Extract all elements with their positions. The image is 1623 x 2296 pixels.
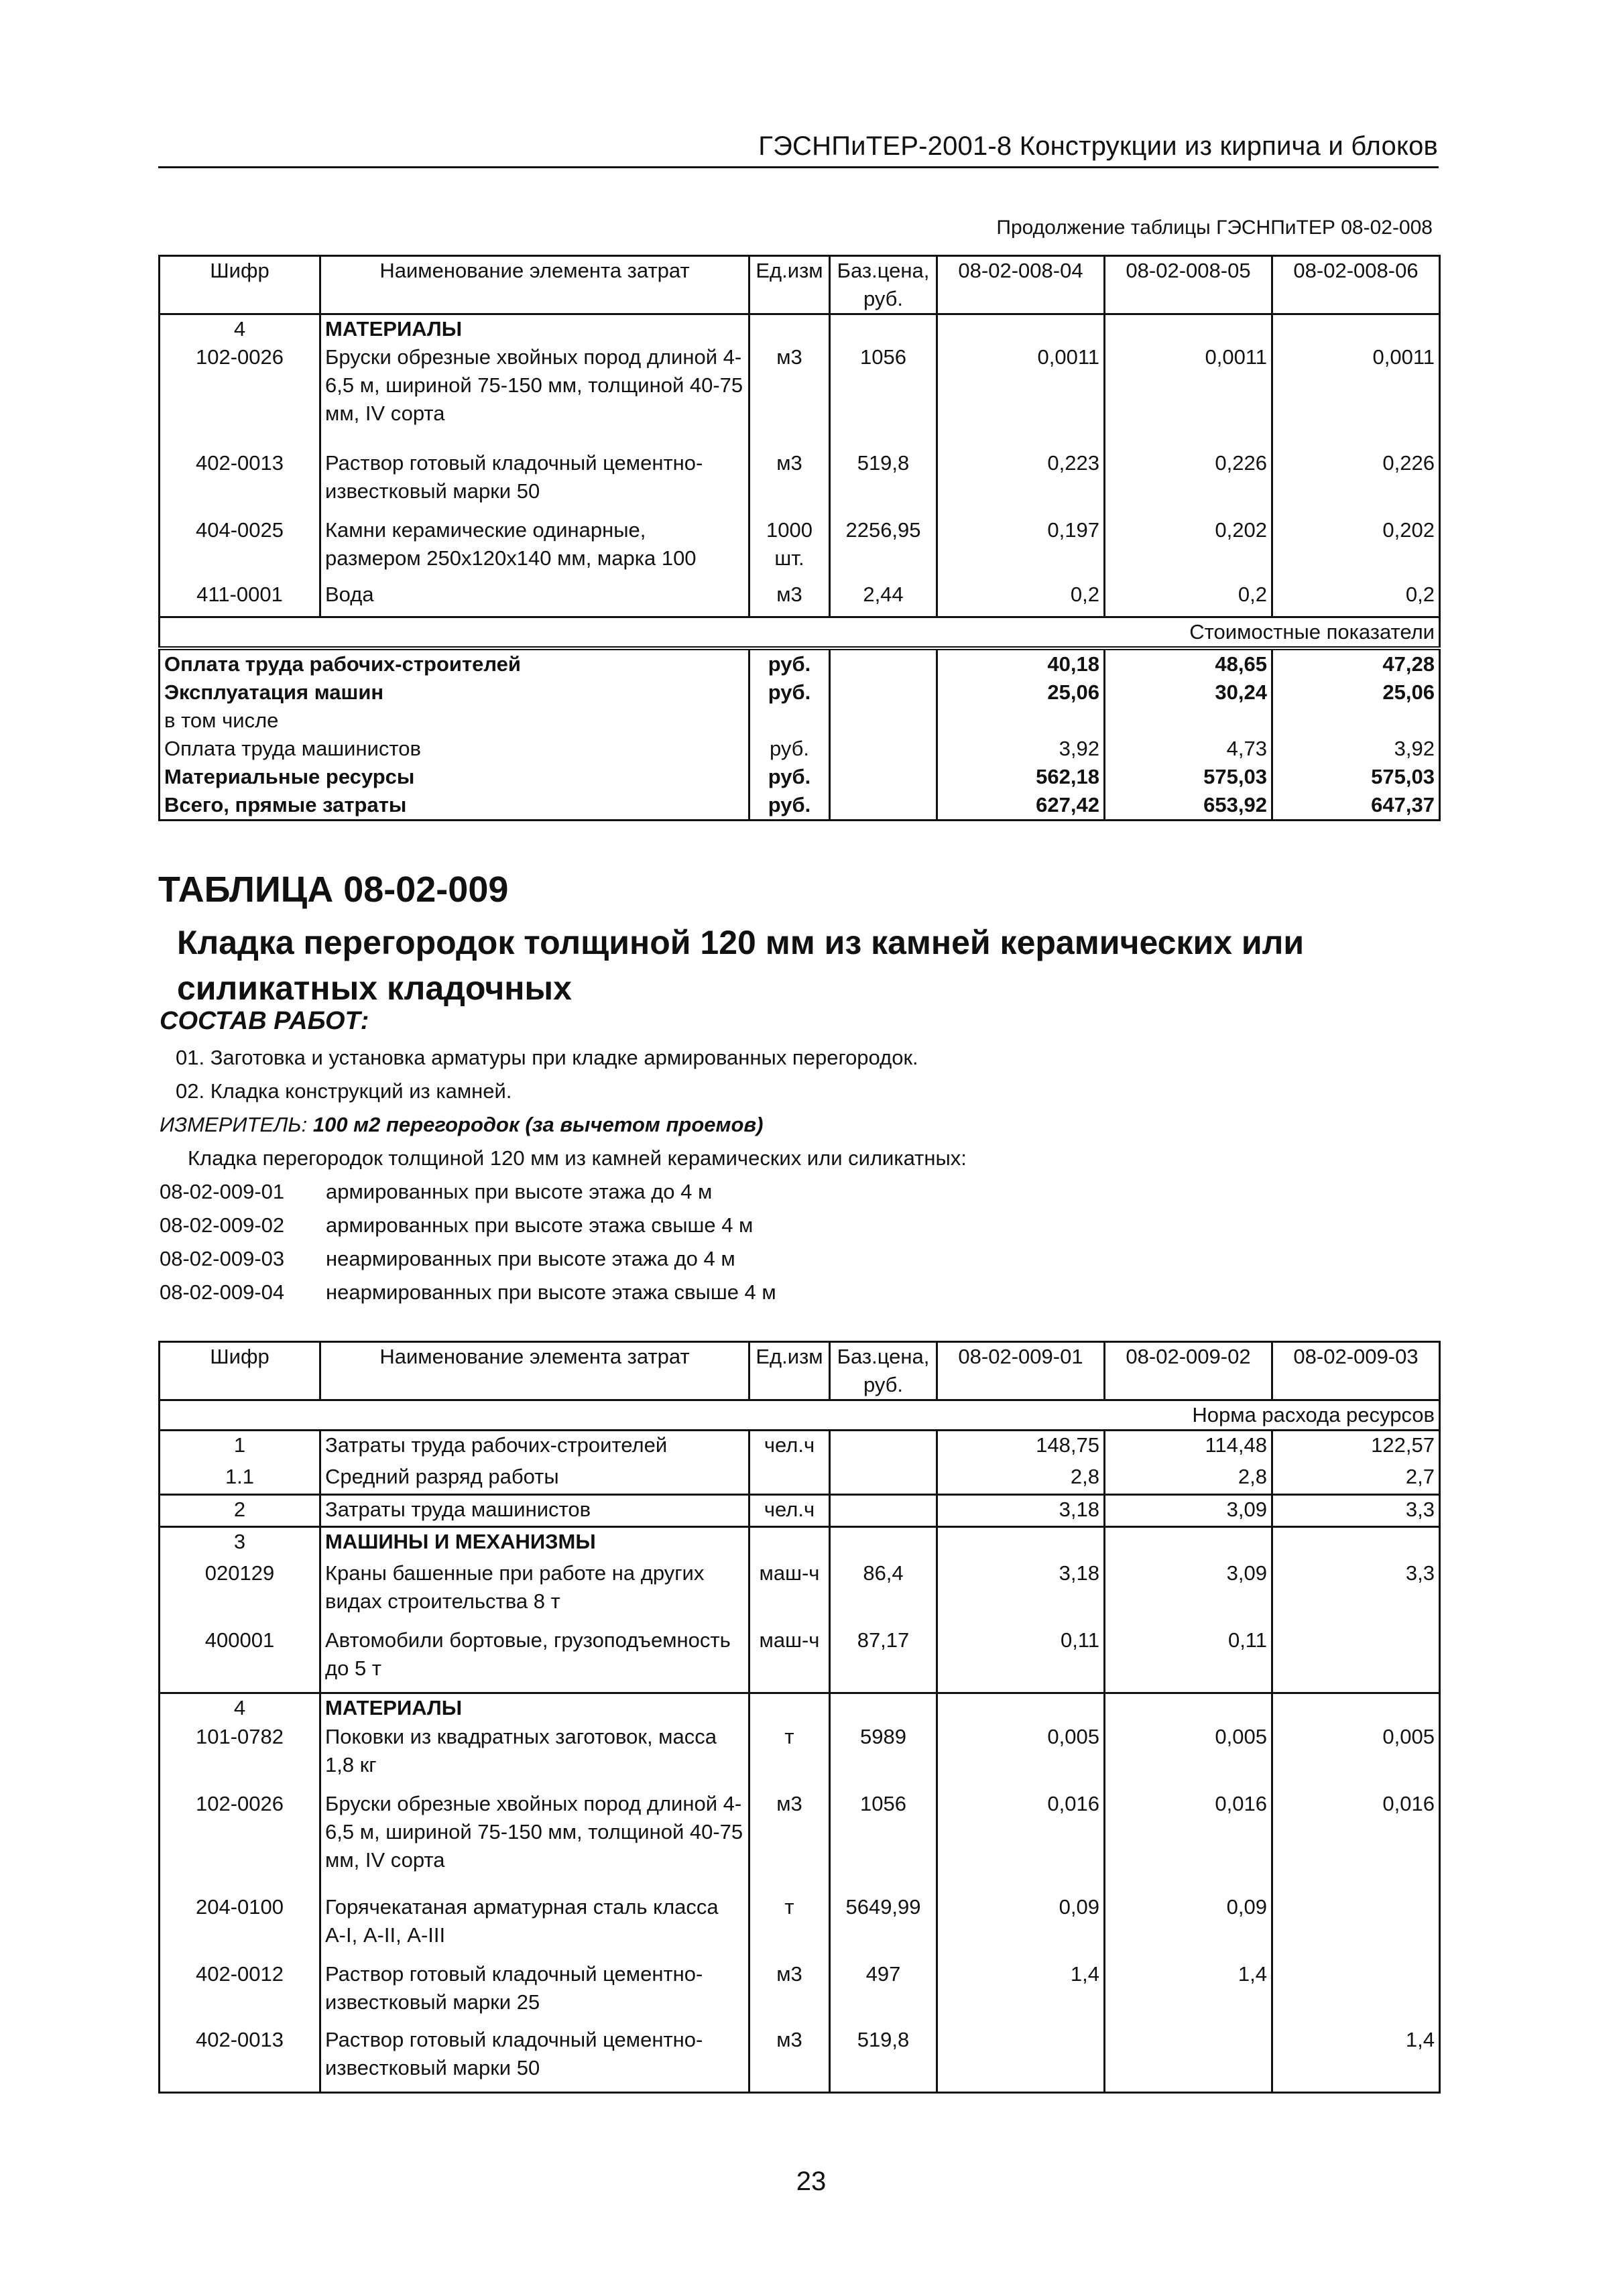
code-id: 08-02-009-03 (160, 1247, 285, 1270)
resource-unit (749, 1463, 830, 1495)
header-cell: Ед.изм (749, 256, 830, 314)
section-row (160, 1527, 1440, 1559)
resource-unit: маш-ч (749, 1626, 830, 1693)
norm-value: 0,226 (1272, 449, 1440, 516)
norm-value: 0,016 (1105, 1790, 1272, 1893)
code-text: неармированных при высоте этажа свыше 4 м (326, 1280, 776, 1304)
resource-code: 020129 (160, 1559, 320, 1626)
resource-price: 519,8 (830, 449, 937, 516)
norm-value: 2,8 (1105, 1463, 1272, 1495)
code-text: армированных при высоте этажа свыше 4 м (326, 1213, 754, 1237)
cost-value: 562,18 (937, 763, 1105, 791)
resource-unit: м3 (749, 1960, 830, 2026)
resource-name: Раствор готовый кладочный цементно-известковый марки 50 (320, 449, 749, 516)
resource-name: Краны башенные при работе на других видах строительства 8 т (320, 1559, 749, 1626)
header-cell: Наименование элемента затрат (320, 256, 749, 314)
norm-value (1272, 1626, 1440, 1693)
norm-value: 3,18 (937, 1495, 1105, 1527)
header-cell: 08-02-009-01 (937, 1342, 1105, 1400)
table-row (160, 1960, 1440, 2026)
norm-value: 0,09 (937, 1893, 1105, 1960)
measure-label: ИЗМЕРИТЕЛЬ: (160, 1113, 308, 1136)
table-row (160, 1723, 1440, 1790)
resource-unit: чел.ч (749, 1431, 830, 1463)
resource-price (830, 1495, 937, 1527)
norm-value: 0,2 (937, 581, 1105, 617)
resource-price: 519,8 (830, 2026, 937, 2093)
resource-code: 2 (160, 1495, 320, 1527)
table-row (160, 449, 1440, 516)
resource-code: 411-0001 (160, 581, 320, 617)
norm-value: 1,4 (1105, 1960, 1272, 2026)
resource-table-08-02-009 (158, 1341, 1441, 2094)
section-code: 4 (160, 1693, 320, 1723)
cost-value: 47,28 (1272, 648, 1440, 678)
norm-value: 0,202 (1272, 516, 1440, 581)
header-cell: Шифр (160, 256, 320, 314)
page-number: 23 (796, 2167, 827, 2196)
section-label: МАТЕРИАЛЫ (320, 314, 749, 344)
header-rule (158, 166, 1439, 168)
norm-value: 3,3 (1272, 1559, 1440, 1626)
resource-name: Раствор готовый кладочный цементно-известковый марки 25 (320, 1960, 749, 2026)
norm-header-row (160, 1400, 1440, 1431)
norm-value: 2,8 (937, 1463, 1105, 1495)
header-cell: Ед.изм (749, 1342, 830, 1400)
cost-name: Эксплуатация машин (160, 678, 749, 707)
code-item (160, 1180, 712, 1204)
cost-value: 3,92 (937, 735, 1105, 763)
norm-value: 0,005 (1105, 1723, 1272, 1790)
norm-value: 0,11 (937, 1626, 1105, 1693)
cost-unit: руб. (749, 791, 830, 821)
header-cell: 08-02-008-05 (1105, 256, 1272, 314)
cost-value: 627,42 (937, 791, 1105, 821)
cost-row (160, 678, 1440, 707)
cost-unit: руб. (749, 678, 830, 707)
norm-value: 0,09 (1105, 1893, 1272, 1960)
cost-value: 647,37 (1272, 791, 1440, 821)
norm-value (1105, 2026, 1272, 2093)
section-row (160, 1693, 1440, 1723)
norm-value: 3,09 (1105, 1495, 1272, 1527)
norm-value: 3,3 (1272, 1495, 1440, 1527)
header-cell: 08-02-008-06 (1272, 256, 1440, 314)
table-header-row (160, 256, 1440, 314)
work-item: 01. Заготовка и установка арматуры при кладке армированных перегородок. (176, 1046, 918, 1069)
norm-consumption-label: Норма расхода ресурсов (160, 1400, 1440, 1431)
cost-row (160, 648, 1440, 678)
resource-name: Поковки из квадратных заготовок, масса 1,8 кг (320, 1723, 749, 1790)
codes-intro: Кладка перегородок толщиной 120 мм из камней керамических или силикатных: (188, 1146, 967, 1170)
cost-row (160, 735, 1440, 763)
resource-unit: м3 (749, 343, 830, 449)
resource-code: 1 (160, 1431, 320, 1463)
table-row (160, 1893, 1440, 1960)
resource-price: 87,17 (830, 1626, 937, 1693)
table-header-row (160, 1342, 1440, 1400)
cost-value: 4,73 (1105, 735, 1272, 763)
norm-value: 0,202 (1105, 516, 1272, 581)
measure-line (160, 1113, 763, 1137)
norm-value: 0,005 (937, 1723, 1105, 1790)
table-row (160, 1495, 1440, 1527)
code-text: неармированных при высоте этажа до 4 м (326, 1247, 735, 1270)
cost-name: Всего, прямые затраты (160, 791, 749, 821)
norm-value: 1,4 (937, 1960, 1105, 2026)
norm-value: 2,7 (1272, 1463, 1440, 1495)
header-cell: 08-02-009-03 (1272, 1342, 1440, 1400)
cost-unit: руб. (749, 763, 830, 791)
resource-price: 497 (830, 1960, 937, 2026)
resource-price: 5989 (830, 1723, 937, 1790)
resource-price: 86,4 (830, 1559, 937, 1626)
resource-code: 404-0025 (160, 516, 320, 581)
norm-value: 0,223 (937, 449, 1105, 516)
norm-value (937, 2026, 1105, 2093)
norm-value: 0,0011 (1272, 343, 1440, 449)
section-label: МАШИНЫ И МЕХАНИЗМЫ (320, 1527, 749, 1559)
code-id: 08-02-009-02 (160, 1213, 285, 1237)
code-item (160, 1280, 776, 1305)
table-title: ТАБЛИЦА 08-02-009 (158, 869, 509, 910)
norm-value: 0,016 (937, 1790, 1105, 1893)
norm-value: 0,0011 (937, 343, 1105, 449)
cost-row (160, 763, 1440, 791)
resource-code: 102-0026 (160, 1790, 320, 1893)
resource-price: 1056 (830, 1790, 937, 1893)
resource-code: 402-0012 (160, 1960, 320, 2026)
norm-value: 0,016 (1272, 1790, 1440, 1893)
resource-price: 1056 (830, 343, 937, 449)
table-row (160, 581, 1440, 617)
resource-name: Автомобили бортовые, грузоподъемность до 5 т (320, 1626, 749, 1693)
code-id: 08-02-009-04 (160, 1280, 285, 1304)
norm-value: 0,005 (1272, 1723, 1440, 1790)
cost-value: 48,65 (1105, 648, 1272, 678)
table-row (160, 1559, 1440, 1626)
resource-name: Бруски обрезные хвойных пород длиной 4-6,5 м, шириной 75-150 мм, толщиной 40-75 мм, IV сорта (320, 343, 749, 449)
cost-value: 40,18 (937, 648, 1105, 678)
table-row (160, 1790, 1440, 1893)
header-cell: Баз.цена, руб. (830, 256, 937, 314)
resource-unit: м3 (749, 581, 830, 617)
table-row (160, 343, 1440, 449)
header-cell: Баз.цена, руб. (830, 1342, 937, 1400)
resource-price: 2256,95 (830, 516, 937, 581)
work-item: 02. Кладка конструкций из камней. (176, 1079, 512, 1103)
table-continuation-label: Продолжение таблицы ГЭСНПиТЕР 08-02-008 (996, 217, 1433, 239)
norm-value: 0,226 (1105, 449, 1272, 516)
measure-value: 100 м2 перегородок (за вычетом проемов) (312, 1113, 764, 1136)
norm-value: 3,18 (937, 1559, 1105, 1626)
resource-price (830, 1431, 937, 1463)
code-item (160, 1213, 753, 1237)
resource-name: Бруски обрезные хвойных пород длиной 4-6,5 м, шириной 75-150 мм, толщиной 40-75 мм, IV сорта (320, 1790, 749, 1893)
code-text: армированных при высоте этажа до 4 м (326, 1180, 713, 1203)
cost-name: Оплата труда машинистов (160, 735, 749, 763)
norm-value: 148,75 (937, 1431, 1105, 1463)
resource-code: 102-0026 (160, 343, 320, 449)
norm-value: 0,2 (1105, 581, 1272, 617)
cost-value: 25,06 (937, 678, 1105, 707)
header-cell: Шифр (160, 1342, 320, 1400)
resource-unit: м3 (749, 2026, 830, 2093)
resource-name: Вода (320, 581, 749, 617)
cost-value: 30,24 (1105, 678, 1272, 707)
section-code: 3 (160, 1527, 320, 1559)
resource-code: 1.1 (160, 1463, 320, 1495)
section-label: МАТЕРИАЛЫ (320, 1693, 749, 1723)
cost-row (160, 707, 1440, 735)
cost-row (160, 791, 1440, 821)
cost-indicators-label: Стоимостные показатели (160, 617, 1440, 648)
resource-price: 2,44 (830, 581, 937, 617)
norm-value: 0,0011 (1105, 343, 1272, 449)
norm-value: 0,197 (937, 516, 1105, 581)
table-row (160, 1463, 1440, 1495)
resource-code: 101-0782 (160, 1723, 320, 1790)
header-cell: 08-02-009-02 (1105, 1342, 1272, 1400)
running-header: ГЭСНПиТЕР-2001-8 Конструкции из кирпича и блоков (758, 131, 1438, 161)
cost-unit: руб. (749, 735, 830, 763)
norm-value: 3,09 (1105, 1559, 1272, 1626)
cost-value: 575,03 (1272, 763, 1440, 791)
table-row (160, 1626, 1440, 1693)
cost-name: Оплата труда рабочих-строителей (160, 648, 749, 678)
header-cell: Наименование элемента затрат (320, 1342, 749, 1400)
norm-value (1272, 1893, 1440, 1960)
norm-value: 0,11 (1105, 1626, 1272, 1693)
norm-value: 114,48 (1105, 1431, 1272, 1463)
works-composition-title: СОСТАВ РАБОТ: (160, 1007, 369, 1035)
table-subtitle: Кладка перегородок толщиной 120 мм из камней керамических или силикатных кладочных (177, 924, 1305, 1007)
norm-value: 122,57 (1272, 1431, 1440, 1463)
resource-code: 402-0013 (160, 449, 320, 516)
resource-name: Затраты труда рабочих-строителей (320, 1431, 749, 1463)
resource-name: Горячекатаная арматурная сталь класса А-I, А-II, А-III (320, 1893, 749, 1960)
resource-name: Раствор готовый кладочный цементно-известковый марки 50 (320, 2026, 749, 2093)
norm-value: 1,4 (1272, 2026, 1440, 2093)
resource-name: Камни керамические одинарные, размером 250x120x140 мм, марка 100 (320, 516, 749, 581)
table-row (160, 516, 1440, 581)
resource-price: 5649,99 (830, 1893, 937, 1960)
cost-value: 3,92 (1272, 735, 1440, 763)
code-id: 08-02-009-01 (160, 1180, 285, 1203)
table-row (160, 2026, 1440, 2093)
cost-value: 575,03 (1105, 763, 1272, 791)
resource-unit: чел.ч (749, 1495, 830, 1527)
cost-unit: руб. (749, 648, 830, 678)
resource-unit: м3 (749, 449, 830, 516)
code-item (160, 1247, 735, 1271)
resource-code: 400001 (160, 1626, 320, 1693)
resource-name: Затраты труда машинистов (320, 1495, 749, 1527)
table-row (160, 1431, 1440, 1463)
resource-table-08-02-008 (158, 255, 1441, 821)
norm-value (1272, 1960, 1440, 2026)
resource-unit: 1000 шт. (749, 516, 830, 581)
resource-unit: м3 (749, 1790, 830, 1893)
resource-code: 204-0100 (160, 1893, 320, 1960)
norm-value: 0,2 (1272, 581, 1440, 617)
cost-value: 653,92 (1105, 791, 1272, 821)
section-row (160, 314, 1440, 344)
cost-name: Материальные ресурсы (160, 763, 749, 791)
cost-value: 25,06 (1272, 678, 1440, 707)
header-cell: 08-02-008-04 (937, 256, 1105, 314)
resource-unit: маш-ч (749, 1559, 830, 1626)
resource-unit: т (749, 1893, 830, 1960)
resource-name: Средний разряд работы (320, 1463, 749, 1495)
resource-unit: т (749, 1723, 830, 1790)
cost-name: в том числе (160, 707, 749, 735)
section-code: 4 (160, 314, 320, 344)
resource-price (830, 1463, 937, 1495)
resource-code: 402-0013 (160, 2026, 320, 2093)
cost-header-row (160, 617, 1440, 648)
